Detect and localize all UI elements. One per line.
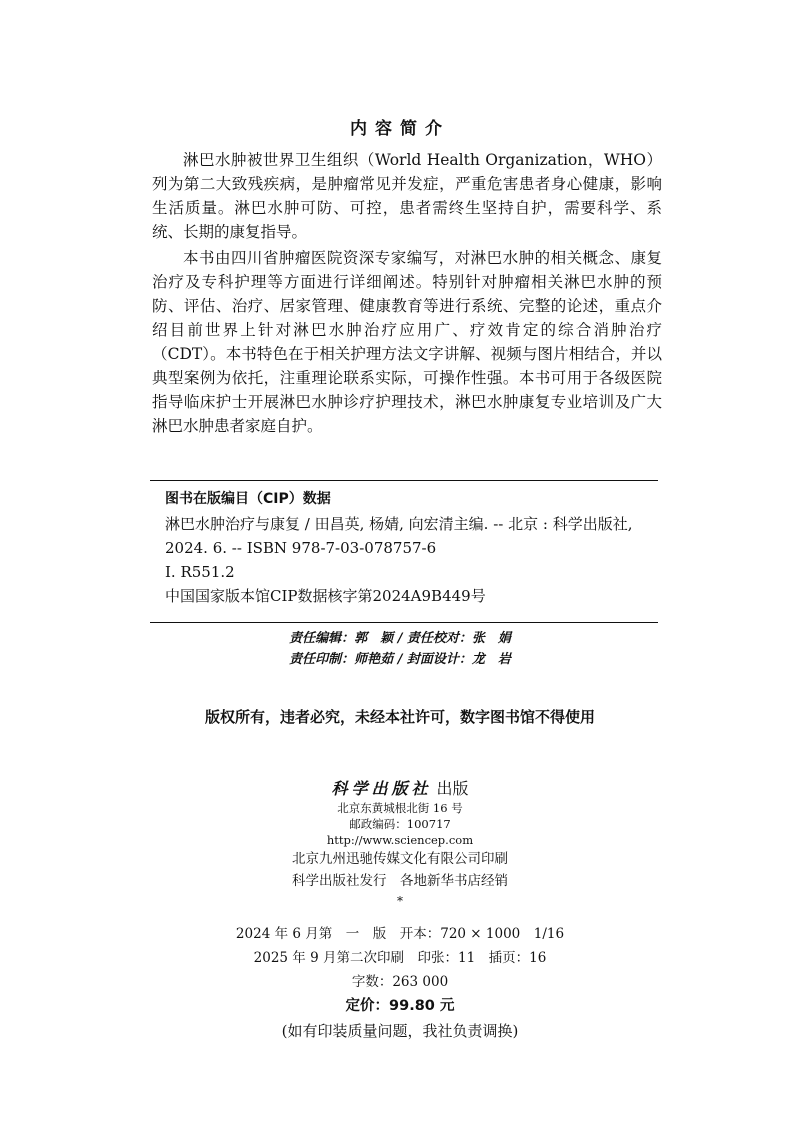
staff-line: 责任编辑：郭 颖 / 责任校对：张 娟 xyxy=(289,631,511,646)
copyright-notice: 版权所有，违者必究，未经本社许可，数字图书馆不得使用 xyxy=(204,708,595,726)
printing-line: 2025 年 9 月第二次印刷 印张：11 插页：16 xyxy=(253,950,547,966)
quality-note: (如有印装质量问题，我社负责调换) xyxy=(281,1022,519,1040)
page-title: 内容简介 xyxy=(350,119,450,139)
specs-block xyxy=(0,922,800,1044)
cip-line: 淋巴水肿治疗与康复 / 田昌英, 杨婧, 向宏清主编. -- 北京 : 科学出版社, xyxy=(165,515,633,533)
intro-paragraph: 淋巴水肿被世界卫生组织（World Health Organization，WHO）列为第二大致残疾病，是肿瘤常见并发症，严重危害患者身心健康，影响生活质量。淋巴水肿可防、可控，患者需终生坚持自护，需要科学、系统、长期的康复指导。 xyxy=(152,151,662,241)
distribution-line: 科学出版社发行 各地新华书店经销 xyxy=(292,873,508,889)
publisher-name: 科学出版社 xyxy=(331,779,432,798)
publisher-block xyxy=(0,778,800,910)
cip-line: 中国国家版本馆CIP数据核字第2024A9B449号 xyxy=(165,587,486,605)
intro-section xyxy=(152,148,662,440)
publisher-postcode: 邮政编码：100717 xyxy=(349,817,451,831)
price-line: 定价：99.80 元 xyxy=(345,998,455,1014)
cip-line: Ⅰ. R551.2 xyxy=(165,563,235,581)
intro-paragraph: 本书由四川省肿瘤医院资深专家编写，对淋巴水肿的相关概念、康复治疗及专科护理等方面进行详细阐述。特别针对肿瘤相关淋巴水肿的预防、评估、治疗、居家管理、健康教育等进行系统、完整的论述，重点介绍目前世界上针对淋巴水肿治疗应用广、疗效肯定的综合消肿治疗（CDT）。本书特色在于相关护理方法文字讲解、视频与图片相结合，并以典型案例为依托，注重理论联系实际，可操作性强。本书可用于各级医院指导临床护士开展淋巴水肿诊疗护理技术，淋巴水肿康复专业培训及广大淋巴水肿患者家庭自护。 xyxy=(152,249,662,435)
publisher-name-line xyxy=(0,778,800,800)
wordcount-line: 字数：263 000 xyxy=(351,974,449,990)
staff-credits xyxy=(0,628,800,670)
cip-block xyxy=(165,486,655,608)
cip-line: 2024. 6. -- ISBN 978-7-03-078757-6 xyxy=(165,539,437,557)
publisher-suffix: 出版 xyxy=(431,779,469,798)
divider xyxy=(150,622,658,623)
separator-star: * xyxy=(397,894,403,908)
printer-line: 北京九州迅驰传媒文化有限公司印刷 xyxy=(292,851,508,867)
publisher-website: http://www.sciencep.com xyxy=(326,833,474,847)
edition-line: 2024 年 6 月第 一 版 开本：720 × 1000 1/16 xyxy=(235,926,565,942)
divider xyxy=(150,480,658,481)
cip-heading: 图书在版编目（CIP）数据 xyxy=(165,491,331,507)
staff-line: 责任印制：师艳茹 / 封面设计：龙 岩 xyxy=(289,652,511,667)
publisher-address: 北京东黄城根北街 16 号 xyxy=(337,801,463,815)
